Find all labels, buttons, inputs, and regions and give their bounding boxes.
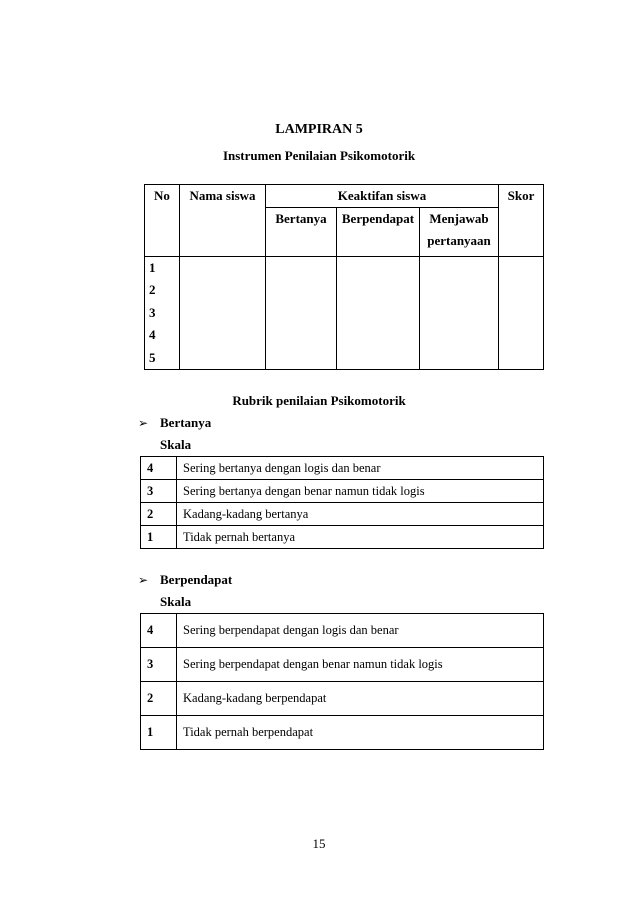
scale-score: 2 (141, 682, 177, 716)
scale-score: 4 (141, 614, 177, 648)
table-row (141, 480, 544, 503)
subheader-ask: Bertanya (266, 208, 337, 257)
table-data-row (145, 257, 544, 370)
opinion-cell (337, 257, 420, 370)
row-number: 3 (149, 304, 156, 320)
scale-score: 1 (141, 526, 177, 549)
table-row (141, 682, 544, 716)
rubric-table-ask (140, 456, 544, 549)
scale-score: 3 (141, 480, 177, 503)
section-heading-ask (138, 415, 211, 431)
page-number: 15 (312, 836, 326, 851)
scale-description: Tidak pernah berpendapat (177, 716, 544, 750)
row-number: 4 (149, 327, 156, 343)
rubric-title: Rubrik penilaian Psikomotorik (232, 393, 406, 408)
table-row (141, 648, 544, 682)
section-heading-label: Berpendapat (160, 572, 233, 587)
header-student-name: Nama siswa (180, 185, 266, 257)
subheader-opinion: Berpendapat (337, 208, 420, 257)
scale-description: Tidak pernah bertanya (177, 526, 544, 549)
table-row (141, 503, 544, 526)
table-row (141, 614, 544, 648)
scale-score: 1 (141, 716, 177, 750)
scale-description: Sering bertanya dengan benar namun tidak logis (177, 480, 544, 503)
scale-score: 4 (141, 457, 177, 480)
table-header-row (145, 185, 544, 208)
header-student-activity: Keaktifan siswa (266, 185, 499, 208)
scale-label: Skala (160, 437, 192, 452)
scale-score: 2 (141, 503, 177, 526)
row-numbers-cell (145, 257, 180, 370)
row-number: 1 (149, 260, 156, 275)
scale-description: Sering berpendapat dengan benar namun tidak logis (177, 648, 544, 682)
arrow-bullet-icon: ➢ (138, 416, 149, 430)
scale-label: Skala (160, 594, 192, 609)
answer-cell (420, 257, 499, 370)
arrow-bullet-icon: ➢ (138, 573, 149, 587)
score-cell (499, 257, 544, 370)
subheader-answer (420, 208, 499, 257)
scale-description: Sering berpendapat dengan logis dan benar (177, 614, 544, 648)
document-subtitle: Instrumen Penilaian Psikomotorik (222, 148, 416, 163)
table-row (141, 716, 544, 750)
header-no: No (145, 185, 180, 257)
header-score: Skor (499, 185, 544, 257)
rubric-table-opinion (140, 613, 544, 750)
section-heading-label: Bertanya (160, 415, 212, 430)
document-title: LAMPIRAN 5 (275, 122, 363, 137)
ask-cell (266, 257, 337, 370)
subheader-answer-line1: Menjawab (429, 211, 489, 226)
scale-score: 3 (141, 648, 177, 682)
table-row (141, 526, 544, 549)
scale-description: Kadang-kadang berpendapat (177, 682, 544, 716)
scale-description: Kadang-kadang bertanya (177, 503, 544, 526)
subheader-answer-line2: pertanyaan (427, 233, 491, 248)
section-heading-opinion (138, 572, 232, 588)
scale-description: Sering bertanya dengan logis dan benar (177, 457, 544, 480)
student-name-cell (180, 257, 266, 370)
row-number: 5 (149, 349, 156, 365)
row-number: 2 (149, 282, 156, 298)
table-row (141, 457, 544, 480)
assessment-table (144, 184, 544, 370)
